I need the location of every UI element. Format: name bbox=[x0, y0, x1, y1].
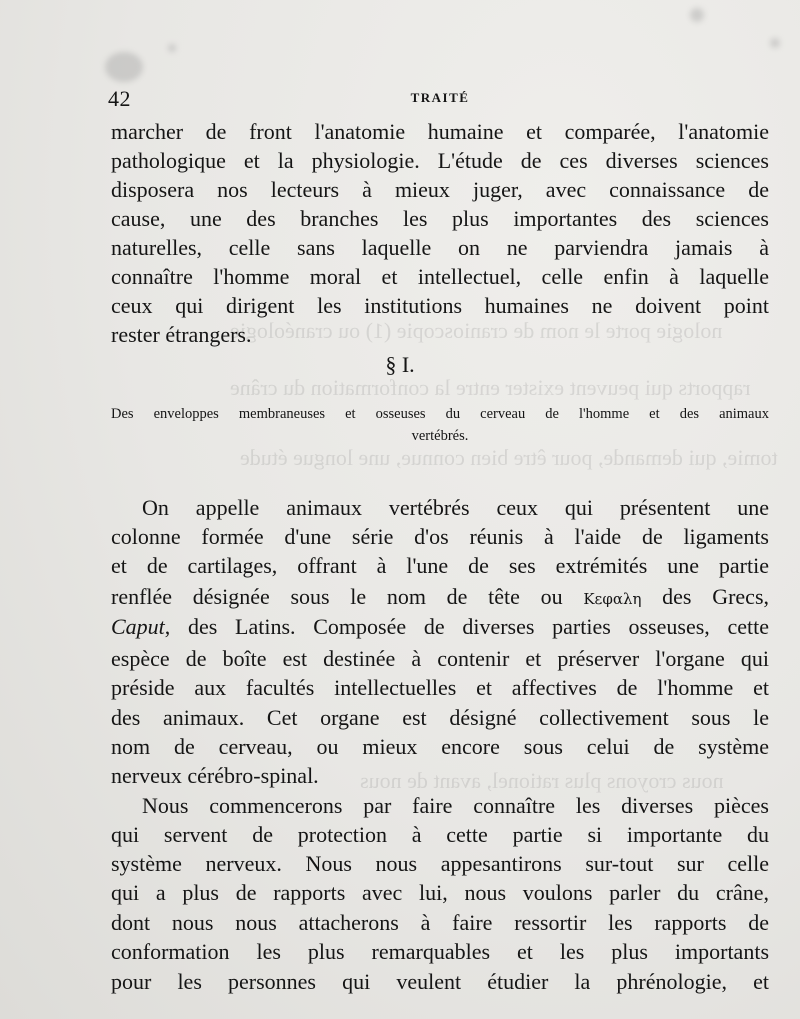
text-line: qui a plus de rapports avec lui, nous voulons parler du crâne, bbox=[111, 880, 769, 905]
text-line: espèce de boîte est destinée à contenir et préserver l'organe qui bbox=[111, 646, 769, 671]
greek-word: Κεφαλη bbox=[583, 590, 642, 608]
text-line: cause, une des branches les plus importantes des sciences bbox=[111, 206, 769, 231]
text-line: colonne formée d'une série d'os réunis à l'aide de ligaments bbox=[111, 524, 769, 549]
text-line: Nous commencerons par faire connaître les diverses pièces bbox=[142, 793, 769, 818]
text-line: rester étrangers. bbox=[111, 322, 252, 347]
text-line: qui servent de protection à cette partie si importante du bbox=[111, 822, 769, 847]
show-through-text: rapports qui peuvent exister entre la conformation du crâne bbox=[230, 375, 751, 400]
paper-stain bbox=[168, 44, 176, 52]
text-line: connaître l'homme moral et intellectuel, celle enfin à laquelle bbox=[111, 264, 769, 289]
text-line: conformation les plus remarquables et les plus importants bbox=[111, 939, 769, 964]
show-through-text: nologie porte le nom de cranioscopie (1) ou cranéologie bbox=[230, 318, 723, 343]
text-line: des animaux. Cet organe est désigné collectivement sous le bbox=[111, 705, 769, 730]
page-number: 42 bbox=[108, 86, 131, 111]
text-line: naturelles, celle sans laquelle on ne parviendra jamais à bbox=[111, 235, 769, 260]
text-line bbox=[111, 614, 769, 640]
text-line: disposera nos lecteurs à mieux juger, avec connaissance de bbox=[111, 177, 769, 202]
text-line: pour les personnes qui veulent étudier la phrénologie, et bbox=[111, 969, 769, 994]
text-line: marcher de front l'anatomie humaine et comparée, l'anatomie bbox=[111, 119, 769, 144]
text-line: et de cartilages, offrant à l'une de ses extrémités une partie bbox=[111, 553, 769, 578]
text-line: préside aux facultés intellectuelles et affectives de l'homme et bbox=[111, 675, 769, 700]
text-line: ceux qui dirigent les institutions humaines ne doivent point bbox=[111, 293, 769, 318]
text-segment: renflée désignée sous le nom de tête ou bbox=[111, 584, 563, 609]
show-through-text: tomie, qui demande, pour être bien connue, une longue étude bbox=[240, 445, 778, 470]
section-title-line: Des enveloppes membraneuses et osseuses du cerveau de l'homme et des animaux bbox=[111, 406, 769, 422]
text-line: pathologique et la physiologie. L'étude de ces diverses sciences bbox=[111, 148, 769, 173]
text-line: On appelle animaux vertébrés ceux qui présentent une bbox=[142, 495, 769, 520]
section-mark: § I. bbox=[385, 352, 415, 377]
italic-word: Caput bbox=[111, 614, 165, 639]
section-title-line: vertébrés. bbox=[411, 428, 469, 444]
text-line: système nerveux. Nous nous appesantirons sur-tout sur celle bbox=[111, 851, 769, 876]
text-line bbox=[111, 584, 769, 612]
text-line: nom de cerveau, ou mieux encore sous celui de système bbox=[111, 734, 769, 759]
show-through-text: nous croyons plus rationel, avant de nous bbox=[360, 768, 724, 793]
text-line: nerveux cérébro-spinal. bbox=[111, 763, 319, 788]
text-segment: des Grecs, bbox=[662, 584, 770, 609]
paper-stain bbox=[770, 38, 780, 48]
paper-stain bbox=[105, 52, 143, 82]
paper-stain bbox=[690, 8, 704, 22]
text-line: dont nous nous attacherons à faire ressortir les rapports de bbox=[111, 910, 769, 935]
running-title: TRAITÉ bbox=[410, 90, 470, 105]
text-segment: , des Latins. Composée de diverses parties osseuses, cette bbox=[164, 614, 769, 639]
